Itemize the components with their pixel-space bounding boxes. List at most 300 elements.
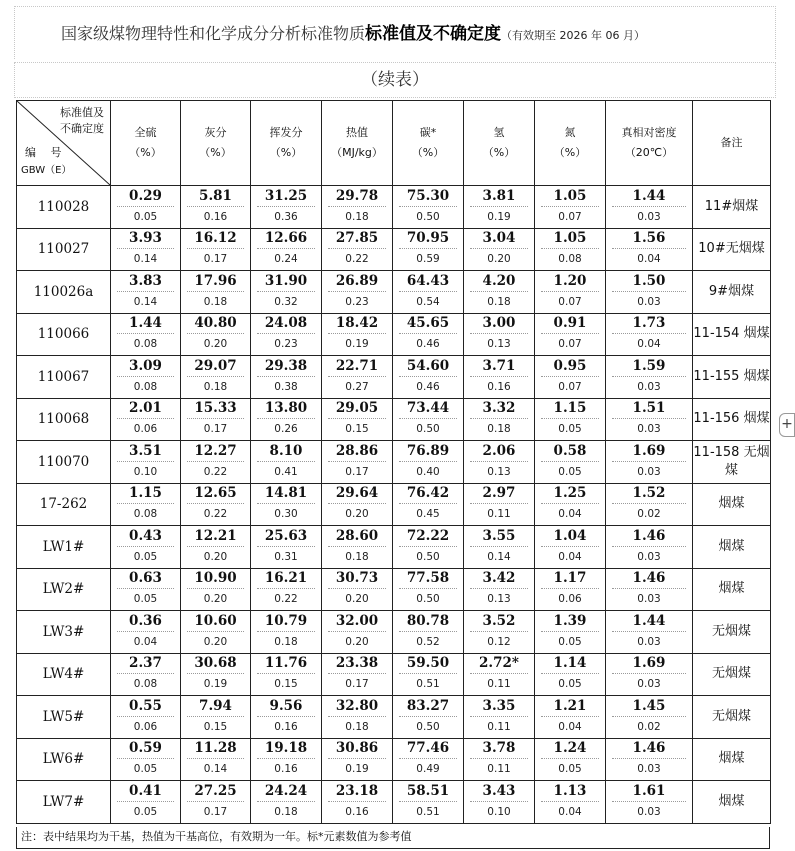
value-cell bbox=[181, 271, 251, 314]
uncertainty-value: 0.41 bbox=[274, 465, 298, 478]
standard-value: 80.78 bbox=[399, 612, 457, 632]
table-row bbox=[17, 738, 771, 781]
table-body bbox=[17, 186, 771, 824]
value-cell bbox=[606, 738, 693, 781]
uncertainty-value: 0.03 bbox=[637, 635, 661, 648]
standard-value: 1.51 bbox=[612, 399, 686, 419]
standard-value: 1.14 bbox=[541, 654, 599, 674]
uncertainty-value: 0.18 bbox=[203, 380, 228, 393]
uncertainty-value: 0.10 bbox=[133, 465, 158, 478]
value-cell bbox=[251, 568, 322, 611]
value-cell bbox=[464, 781, 535, 824]
standard-value: 30.68 bbox=[187, 654, 244, 674]
uncertainty-value: 0.03 bbox=[637, 210, 661, 223]
value-cell bbox=[322, 611, 393, 654]
uncertainty-value: 0.03 bbox=[637, 678, 661, 691]
value-cell bbox=[181, 653, 251, 696]
sample-id: 110066 bbox=[17, 313, 111, 356]
standard-value: 28.60 bbox=[328, 527, 386, 547]
remark-cell: 11-156 烟煤 bbox=[693, 398, 771, 441]
uncertainty-value: 0.12 bbox=[487, 635, 511, 648]
standard-value: 0.43 bbox=[117, 527, 174, 547]
standard-value: 31.25 bbox=[257, 187, 315, 207]
sample-id: 110027 bbox=[17, 228, 111, 271]
uncertainty-value: 0.06 bbox=[558, 593, 582, 606]
standard-value: 1.56 bbox=[612, 229, 686, 249]
value-cell bbox=[393, 228, 464, 271]
value-cell bbox=[535, 483, 606, 526]
value-cell bbox=[111, 568, 181, 611]
standard-value: 76.89 bbox=[399, 442, 457, 462]
standard-value: 1.69 bbox=[612, 442, 686, 462]
column-header: 灰分 （%） bbox=[181, 101, 251, 186]
uncertainty-value: 0.02 bbox=[637, 508, 661, 521]
uncertainty-value: 0.46 bbox=[416, 380, 440, 393]
standard-value: 0.63 bbox=[117, 569, 174, 589]
standard-value: 26.89 bbox=[328, 272, 386, 292]
uncertainty-value: 0.19 bbox=[345, 763, 369, 776]
uncertainty-value: 0.18 bbox=[203, 295, 228, 308]
remark-cell: 9#烟煤 bbox=[693, 271, 771, 314]
value-cell bbox=[393, 653, 464, 696]
value-cell bbox=[111, 696, 181, 739]
value-cell bbox=[393, 526, 464, 569]
value-cell bbox=[393, 271, 464, 314]
value-cell bbox=[251, 526, 322, 569]
sample-id: LW7# bbox=[17, 781, 111, 824]
uncertainty-value: 0.03 bbox=[637, 593, 661, 606]
standard-value: 3.71 bbox=[470, 357, 528, 377]
standard-value: 1.50 bbox=[612, 272, 686, 292]
standard-value: 76.42 bbox=[399, 484, 457, 504]
uncertainty-value: 0.18 bbox=[487, 423, 511, 436]
uncertainty-value: 0.04 bbox=[558, 550, 582, 563]
sample-id: 110068 bbox=[17, 398, 111, 441]
uncertainty-value: 0.20 bbox=[487, 253, 511, 266]
uncertainty-value: 0.18 bbox=[274, 635, 298, 648]
standard-value: 1.15 bbox=[117, 484, 174, 504]
uncertainty-value: 0.20 bbox=[203, 635, 228, 648]
value-cell bbox=[606, 271, 693, 314]
uncertainty-value: 0.16 bbox=[274, 763, 298, 776]
side-expand-handle[interactable]: + bbox=[779, 413, 795, 437]
sample-id: LW4# bbox=[17, 653, 111, 696]
uncertainty-value: 0.19 bbox=[345, 338, 369, 351]
standard-value: 0.41 bbox=[117, 782, 174, 802]
standard-value: 1.46 bbox=[612, 527, 686, 547]
uncertainty-value: 0.46 bbox=[416, 338, 440, 351]
value-cell bbox=[181, 186, 251, 229]
column-header: 氮 （%） bbox=[535, 101, 606, 186]
value-cell bbox=[393, 441, 464, 484]
table-row bbox=[17, 781, 771, 824]
standard-value: 30.86 bbox=[328, 739, 386, 759]
value-cell bbox=[535, 271, 606, 314]
standard-value: 17.96 bbox=[187, 272, 244, 292]
uncertainty-value: 0.19 bbox=[487, 210, 511, 223]
value-cell bbox=[111, 781, 181, 824]
title-bold: 标准值及不确定度 bbox=[365, 24, 502, 44]
uncertainty-value: 0.03 bbox=[637, 763, 661, 776]
standard-value: 3.35 bbox=[470, 697, 528, 717]
uncertainty-value: 0.05 bbox=[558, 423, 582, 436]
uncertainty-value: 0.20 bbox=[203, 338, 228, 351]
value-cell bbox=[322, 228, 393, 271]
remark-cell: 无烟煤 bbox=[693, 653, 771, 696]
table-row bbox=[17, 653, 771, 696]
column-header: 全硫 （%） bbox=[111, 101, 181, 186]
value-cell bbox=[322, 781, 393, 824]
standard-value: 23.38 bbox=[328, 654, 386, 674]
uncertainty-value: 0.20 bbox=[345, 508, 369, 521]
standard-value: 3.43 bbox=[470, 782, 528, 802]
standard-value: 0.95 bbox=[541, 357, 599, 377]
uncertainty-value: 0.06 bbox=[133, 720, 158, 733]
diagonal-header-bottom: 编 号 bbox=[25, 146, 62, 159]
standard-value: 54.60 bbox=[399, 357, 457, 377]
value-cell bbox=[464, 526, 535, 569]
value-cell bbox=[322, 568, 393, 611]
value-cell bbox=[535, 313, 606, 356]
value-cell bbox=[464, 271, 535, 314]
value-cell bbox=[322, 653, 393, 696]
value-cell bbox=[181, 696, 251, 739]
value-cell bbox=[606, 526, 693, 569]
remark-cell: 烟煤 bbox=[693, 738, 771, 781]
value-cell bbox=[535, 398, 606, 441]
standard-value: 0.59 bbox=[117, 739, 174, 759]
uncertainty-value: 0.03 bbox=[637, 805, 661, 818]
value-cell bbox=[393, 356, 464, 399]
uncertainty-value: 0.07 bbox=[558, 338, 582, 351]
continued-label: （续表） bbox=[14, 62, 776, 98]
uncertainty-value: 0.14 bbox=[133, 295, 158, 308]
value-cell bbox=[606, 781, 693, 824]
column-header: 热值 （MJ/kg） bbox=[322, 101, 393, 186]
sample-id: 110028 bbox=[17, 186, 111, 229]
uncertainty-value: 0.07 bbox=[558, 295, 582, 308]
value-cell bbox=[111, 653, 181, 696]
diagonal-header-gbw: GBW（E） bbox=[21, 165, 72, 176]
uncertainty-value: 0.16 bbox=[345, 805, 369, 818]
uncertainty-value: 0.13 bbox=[487, 338, 511, 351]
uncertainty-value: 0.20 bbox=[345, 635, 369, 648]
standard-value: 1.17 bbox=[541, 569, 599, 589]
table-row bbox=[17, 398, 771, 441]
value-cell bbox=[393, 738, 464, 781]
standard-value: 18.42 bbox=[328, 314, 386, 334]
value-cell bbox=[464, 398, 535, 441]
standard-value: 30.73 bbox=[328, 569, 386, 589]
table-row bbox=[17, 441, 771, 484]
column-header: 挥发分 （%） bbox=[251, 101, 322, 186]
value-cell bbox=[606, 696, 693, 739]
standard-value: 1.61 bbox=[612, 782, 686, 802]
value-cell bbox=[181, 441, 251, 484]
sample-id: LW3# bbox=[17, 611, 111, 654]
value-cell bbox=[535, 441, 606, 484]
value-cell bbox=[464, 228, 535, 271]
value-cell bbox=[322, 313, 393, 356]
uncertainty-value: 0.45 bbox=[416, 508, 440, 521]
value-cell bbox=[251, 313, 322, 356]
value-cell bbox=[322, 696, 393, 739]
value-cell bbox=[251, 271, 322, 314]
standard-value: 1.45 bbox=[612, 697, 686, 717]
standard-value: 77.46 bbox=[399, 739, 457, 759]
uncertainty-value: 0.17 bbox=[203, 805, 228, 818]
value-cell bbox=[251, 186, 322, 229]
remark-cell: 无烟煤 bbox=[693, 696, 771, 739]
standard-value: 40.80 bbox=[187, 314, 244, 334]
uncertainty-value: 0.05 bbox=[133, 805, 158, 818]
uncertainty-value: 0.30 bbox=[274, 508, 298, 521]
uncertainty-value: 0.52 bbox=[416, 635, 440, 648]
uncertainty-value: 0.26 bbox=[274, 423, 298, 436]
uncertainty-value: 0.05 bbox=[558, 763, 582, 776]
standard-value: 5.81 bbox=[187, 187, 244, 207]
uncertainty-value: 0.03 bbox=[637, 295, 661, 308]
uncertainty-value: 0.13 bbox=[487, 593, 511, 606]
uncertainty-value: 0.16 bbox=[487, 380, 511, 393]
uncertainty-value: 0.18 bbox=[345, 720, 369, 733]
sample-id: 110026a bbox=[17, 271, 111, 314]
table-row bbox=[17, 483, 771, 526]
value-cell bbox=[111, 271, 181, 314]
value-cell bbox=[393, 781, 464, 824]
standard-value: 3.04 bbox=[470, 229, 528, 249]
diagonal-header-cell bbox=[17, 101, 111, 186]
value-cell bbox=[535, 738, 606, 781]
uncertainty-value: 0.32 bbox=[274, 295, 298, 308]
value-cell bbox=[393, 313, 464, 356]
standard-value: 0.36 bbox=[117, 612, 174, 632]
standard-value: 29.64 bbox=[328, 484, 386, 504]
standard-value: 3.81 bbox=[470, 187, 528, 207]
uncertainty-value: 0.18 bbox=[274, 805, 298, 818]
value-cell bbox=[251, 653, 322, 696]
standard-value: 2.37 bbox=[117, 654, 174, 674]
sample-id: 17-262 bbox=[17, 483, 111, 526]
value-cell bbox=[111, 526, 181, 569]
standard-value: 11.28 bbox=[187, 739, 244, 759]
title-main: 国家级煤物理特性和化学成分分析标准物质 bbox=[61, 24, 366, 43]
uncertainty-value: 0.03 bbox=[637, 380, 661, 393]
uncertainty-value: 0.04 bbox=[133, 635, 158, 648]
standard-value: 1.39 bbox=[541, 612, 599, 632]
remark-cell: 11-155 烟煤 bbox=[693, 356, 771, 399]
value-cell bbox=[464, 356, 535, 399]
uncertainty-value: 0.04 bbox=[637, 338, 661, 351]
uncertainty-value: 0.14 bbox=[133, 253, 158, 266]
uncertainty-value: 0.51 bbox=[416, 805, 440, 818]
standard-value: 32.00 bbox=[328, 612, 386, 632]
sample-id: LW2# bbox=[17, 568, 111, 611]
remark-header: 备注 bbox=[693, 101, 771, 186]
value-cell bbox=[606, 313, 693, 356]
uncertainty-value: 0.19 bbox=[203, 678, 228, 691]
standard-value: 75.30 bbox=[399, 187, 457, 207]
standard-value: 1.46 bbox=[612, 739, 686, 759]
uncertainty-value: 0.14 bbox=[487, 550, 511, 563]
uncertainty-value: 0.08 bbox=[133, 380, 158, 393]
value-cell bbox=[181, 398, 251, 441]
value-cell bbox=[464, 313, 535, 356]
value-cell bbox=[251, 696, 322, 739]
value-cell bbox=[535, 611, 606, 654]
value-cell bbox=[322, 398, 393, 441]
standard-value: 25.63 bbox=[257, 527, 315, 547]
uncertainty-value: 0.10 bbox=[487, 805, 511, 818]
value-cell bbox=[111, 356, 181, 399]
uncertainty-value: 0.22 bbox=[203, 465, 228, 478]
value-cell bbox=[322, 186, 393, 229]
value-cell bbox=[606, 228, 693, 271]
standard-value: 72.22 bbox=[399, 527, 457, 547]
standard-value: 3.51 bbox=[117, 442, 174, 462]
standard-value: 3.42 bbox=[470, 569, 528, 589]
standard-value: 1.52 bbox=[612, 484, 686, 504]
remark-cell: 烟煤 bbox=[693, 781, 771, 824]
uncertainty-value: 0.23 bbox=[274, 338, 298, 351]
standard-value: 10.79 bbox=[257, 612, 315, 632]
standard-value: 1.46 bbox=[612, 569, 686, 589]
uncertainty-value: 0.17 bbox=[345, 678, 369, 691]
standard-value: 1.44 bbox=[117, 314, 174, 334]
standard-value: 1.69 bbox=[612, 654, 686, 674]
standard-value: 1.44 bbox=[612, 187, 686, 207]
uncertainty-value: 0.03 bbox=[637, 550, 661, 563]
uncertainty-value: 0.02 bbox=[637, 720, 661, 733]
uncertainty-value: 0.03 bbox=[637, 423, 661, 436]
value-cell bbox=[181, 483, 251, 526]
standard-value: 7.94 bbox=[187, 697, 244, 717]
value-cell bbox=[111, 228, 181, 271]
value-cell bbox=[111, 398, 181, 441]
title-validity: （有效期至 2026 年 06 月） bbox=[501, 29, 645, 42]
uncertainty-value: 0.22 bbox=[345, 253, 369, 266]
standard-value: 10.60 bbox=[187, 612, 244, 632]
standard-value: 1.13 bbox=[541, 782, 599, 802]
value-cell bbox=[111, 441, 181, 484]
value-cell bbox=[322, 356, 393, 399]
standard-value: 0.55 bbox=[117, 697, 174, 717]
value-cell bbox=[535, 186, 606, 229]
standard-value: 27.25 bbox=[187, 782, 244, 802]
standard-value: 3.83 bbox=[117, 272, 174, 292]
value-cell bbox=[393, 398, 464, 441]
standard-value: 3.55 bbox=[470, 527, 528, 547]
value-cell bbox=[111, 738, 181, 781]
value-cell bbox=[251, 611, 322, 654]
uncertainty-value: 0.17 bbox=[345, 465, 369, 478]
uncertainty-value: 0.24 bbox=[274, 253, 298, 266]
table-row bbox=[17, 611, 771, 654]
value-cell bbox=[181, 356, 251, 399]
value-cell bbox=[251, 441, 322, 484]
value-cell bbox=[606, 356, 693, 399]
value-cell bbox=[464, 441, 535, 484]
value-cell bbox=[535, 696, 606, 739]
standard-value: 12.21 bbox=[187, 527, 244, 547]
uncertainty-value: 0.08 bbox=[558, 253, 582, 266]
uncertainty-value: 0.17 bbox=[203, 253, 228, 266]
uncertainty-value: 0.51 bbox=[416, 678, 440, 691]
value-cell bbox=[606, 653, 693, 696]
uncertainty-value: 0.20 bbox=[345, 593, 369, 606]
uncertainty-value: 0.07 bbox=[558, 210, 582, 223]
standard-value: 1.44 bbox=[612, 612, 686, 632]
value-cell bbox=[251, 781, 322, 824]
standard-value: 32.80 bbox=[328, 697, 386, 717]
uncertainty-value: 0.16 bbox=[203, 210, 228, 223]
standard-value: 11.76 bbox=[257, 654, 315, 674]
standard-value: 14.81 bbox=[257, 484, 315, 504]
value-cell bbox=[535, 781, 606, 824]
standard-value: 2.01 bbox=[117, 399, 174, 419]
uncertainty-value: 0.50 bbox=[416, 210, 440, 223]
standard-value: 1.04 bbox=[541, 527, 599, 547]
uncertainty-value: 0.05 bbox=[558, 465, 582, 478]
uncertainty-value: 0.04 bbox=[558, 805, 582, 818]
uncertainty-value: 0.08 bbox=[133, 338, 158, 351]
uncertainty-value: 0.15 bbox=[345, 423, 369, 436]
uncertainty-value: 0.05 bbox=[133, 763, 158, 776]
standard-value: 8.10 bbox=[257, 442, 315, 462]
standard-value: 1.21 bbox=[541, 697, 599, 717]
standard-value: 27.85 bbox=[328, 229, 386, 249]
uncertainty-value: 0.16 bbox=[274, 720, 298, 733]
document-title-area bbox=[14, 6, 776, 59]
value-cell bbox=[393, 568, 464, 611]
sample-id: 110070 bbox=[17, 441, 111, 484]
value-cell bbox=[535, 356, 606, 399]
value-cell bbox=[111, 611, 181, 654]
value-cell bbox=[322, 441, 393, 484]
uncertainty-value: 0.04 bbox=[558, 508, 582, 521]
remark-cell: 11-154 烟煤 bbox=[693, 313, 771, 356]
value-cell bbox=[393, 611, 464, 654]
uncertainty-value: 0.08 bbox=[133, 678, 158, 691]
table-row bbox=[17, 356, 771, 399]
standard-values-table bbox=[16, 100, 771, 824]
value-cell bbox=[464, 738, 535, 781]
uncertainty-value: 0.13 bbox=[487, 465, 511, 478]
value-cell bbox=[464, 568, 535, 611]
standard-value: 3.78 bbox=[470, 739, 528, 759]
remark-cell: 11-158 无烟煤 bbox=[693, 441, 771, 484]
standard-value: 58.51 bbox=[399, 782, 457, 802]
standard-value: 29.05 bbox=[328, 399, 386, 419]
table-row bbox=[17, 186, 771, 229]
diagonal-header-top: 标准值及 不确定度 bbox=[60, 106, 104, 135]
remark-cell: 11#烟煤 bbox=[693, 186, 771, 229]
uncertainty-value: 0.20 bbox=[203, 593, 228, 606]
uncertainty-value: 0.49 bbox=[416, 763, 440, 776]
uncertainty-value: 0.11 bbox=[487, 508, 511, 521]
standard-value: 24.24 bbox=[257, 782, 315, 802]
value-cell bbox=[251, 356, 322, 399]
standard-value: 1.05 bbox=[541, 187, 599, 207]
value-cell bbox=[181, 526, 251, 569]
uncertainty-value: 0.11 bbox=[487, 678, 511, 691]
standard-value: 12.27 bbox=[187, 442, 244, 462]
standard-value: 29.38 bbox=[257, 357, 315, 377]
table-row bbox=[17, 313, 771, 356]
standard-value: 10.90 bbox=[187, 569, 244, 589]
uncertainty-value: 0.38 bbox=[274, 380, 298, 393]
uncertainty-value: 0.08 bbox=[133, 508, 158, 521]
